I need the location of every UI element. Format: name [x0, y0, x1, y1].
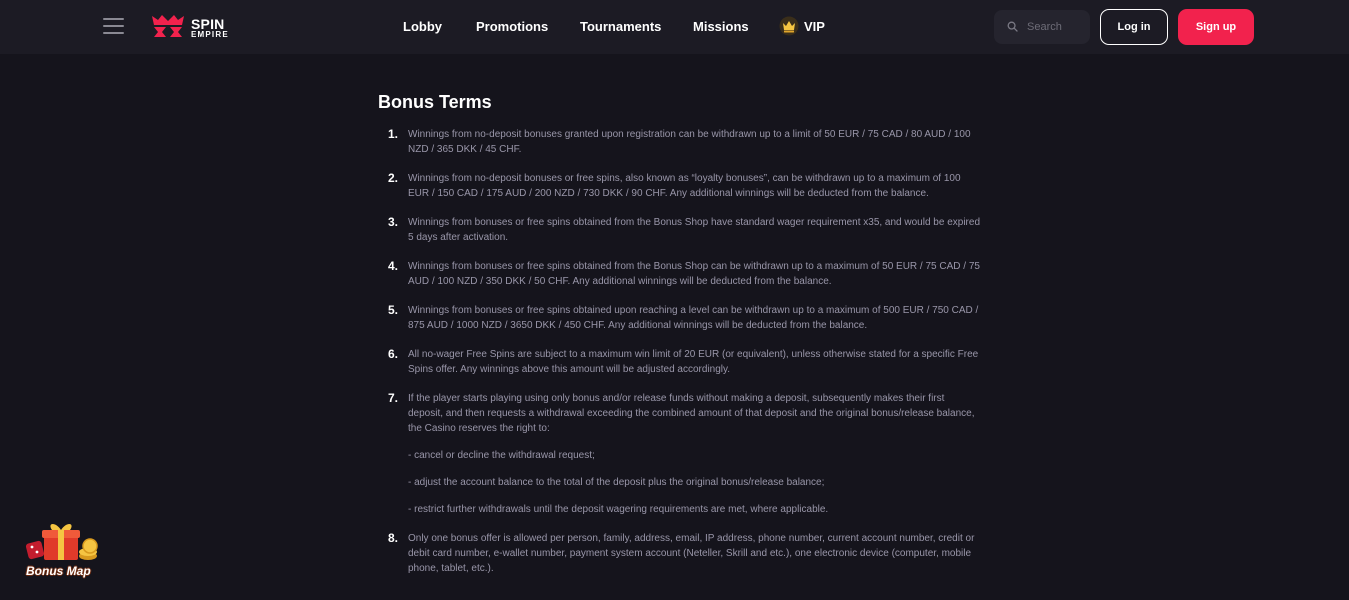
logo-text-spin: SPIN	[191, 16, 225, 32]
page-title: Bonus Terms	[378, 92, 492, 112]
nav-vip[interactable]: VIP	[804, 19, 825, 34]
logo-text-empire: EMPIRE	[191, 30, 229, 39]
bonus-map-button[interactable]	[24, 520, 106, 582]
term-number: 5.	[388, 303, 399, 317]
term-item	[378, 259, 982, 289]
term-item	[378, 215, 982, 245]
term-item	[378, 347, 982, 377]
term-number: 4.	[388, 259, 399, 273]
term-item	[378, 127, 982, 157]
term-item	[378, 391, 982, 517]
signup-button[interactable]: Sign up	[1178, 9, 1254, 45]
term-subclause: - restrict further withdrawals until the deposit wagering requirements are met, where applicable.	[408, 504, 829, 515]
nav-lobby[interactable]: Lobby	[403, 19, 442, 34]
term-number: 7.	[388, 391, 399, 405]
term-text: Winnings from bonuses or free spins obtained from the Bonus Shop can be withdrawn up to a maximum of 50 EUR / 75 CAD / 75 AUD / 100 NZD / 350 DKK / 50 CHF. Any additional winnings will be deducted from the balance.	[408, 261, 980, 287]
term-item	[378, 171, 982, 201]
term-subclause: - cancel or decline the withdrawal request;	[408, 450, 595, 461]
logo-mark-icon	[150, 14, 186, 41]
term-number: 6.	[388, 347, 399, 361]
term-item	[378, 303, 982, 333]
nav-tournaments[interactable]: Tournaments	[580, 19, 662, 34]
nav-promotions[interactable]: Promotions	[476, 19, 549, 34]
search-input[interactable]	[1027, 18, 1085, 36]
search-icon	[1007, 21, 1018, 32]
nav-missions[interactable]: Missions	[693, 19, 749, 34]
menu-icon[interactable]	[103, 17, 124, 35]
spin-empire-logo[interactable]	[150, 13, 240, 43]
term-text: All no-wager Free Spins are subject to a maximum win limit of 20 EUR (or equivalent), unless otherwise stated for a specific Free Spins offer. Any winnings above this amount will be adjusted accordingly.	[408, 349, 979, 375]
term-text: Winnings from no-deposit bonuses or free spins, also known as “loyalty bonuses”, can be withdrawn up to a maximum of 100 EUR / 150 CAD / 175 AUD / 200 NZD / 730 DKK / 90 CHF. Any additional winnings will be deducted from the balance.	[408, 173, 961, 199]
term-text: Winnings from no-deposit bonuses granted upon registration can be withdrawn up to a limit of 50 EUR / 75 CAD / 80 AUD / 100 NZD / 365 DKK / 45 CHF.	[408, 129, 971, 155]
term-number: 2.	[388, 171, 399, 185]
terms-list	[378, 127, 982, 576]
bonus-terms-section	[378, 90, 982, 590]
term-item	[378, 531, 982, 576]
vip-crown-icon[interactable]	[779, 16, 799, 36]
term-text: Winnings from bonuses or free spins obtained upon reaching a level can be withdrawn up to a maximum of 500 EUR / 750 CAD / 875 AUD / 1000 NZD / 3650 DKK / 450 CHF. Any additional winnings will be deducted from the balance.	[408, 305, 979, 331]
term-number: 8.	[388, 531, 399, 545]
search-box[interactable]	[994, 10, 1090, 44]
term-subclause: - adjust the account balance to the total of the deposit plus the original bonus/release balance;	[408, 477, 825, 488]
bonus-map-label: Bonus Map	[26, 564, 91, 578]
login-button[interactable]: Log in	[1100, 9, 1168, 45]
term-number: 1.	[388, 127, 399, 141]
term-text: Only one bonus offer is allowed per person, family, address, email, IP address, phone number, current account number, credit or debit card number, e-wallet number, payment system account (Neteller, Skrill and etc.), one electronic device (computer, mobile phone, tablet, etc.).	[408, 533, 975, 574]
top-header	[0, 0, 1349, 54]
term-text: If the player starts playing using only bonus and/or release funds without making a deposit, subsequently makes their first deposit, and then requests a withdrawal exceeding the combined amount of that deposit and the original bonus/release balance, the Casino reserves the right to:	[408, 393, 975, 434]
term-text: Winnings from bonuses or free spins obtained from the Bonus Shop have standard wager requirement x35, and would be expired 5 days after activation.	[408, 217, 981, 243]
term-number: 3.	[388, 215, 399, 229]
gift-box-icon	[24, 520, 106, 570]
